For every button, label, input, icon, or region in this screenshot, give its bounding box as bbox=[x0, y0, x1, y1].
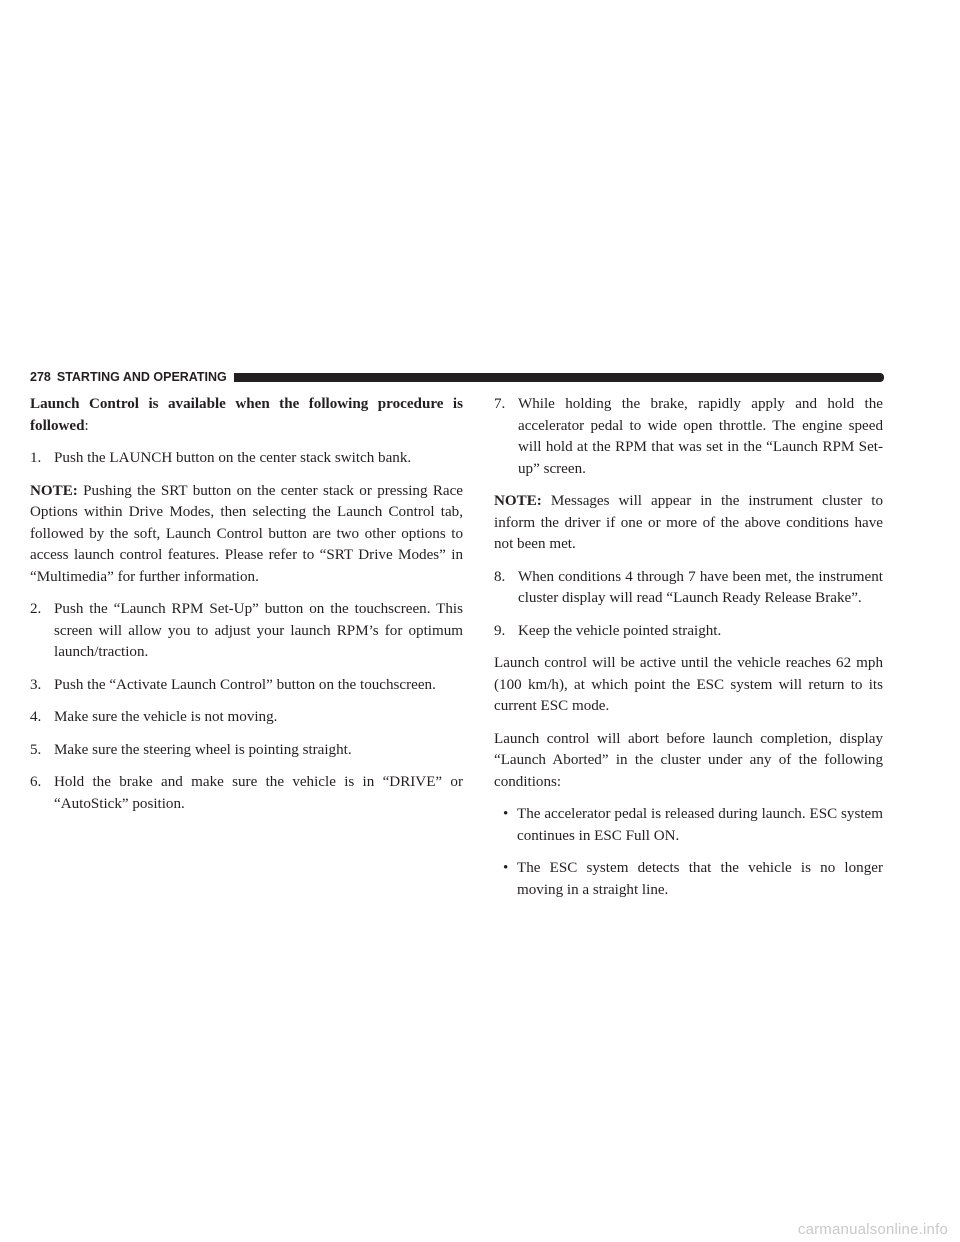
bullet-icon: • bbox=[503, 806, 509, 822]
step-number: 9. bbox=[494, 622, 506, 639]
body-paragraph-2: Launch control will abort before launch completion, display “Launch Aborted” in the cluster under any of the following conditions: bbox=[494, 730, 883, 790]
step-2 bbox=[30, 599, 463, 664]
bullet-text: The ESC system detects that the vehicle is no longer moving in a straight line. bbox=[517, 860, 883, 898]
note-label: NOTE: bbox=[30, 482, 78, 499]
left-column bbox=[30, 394, 463, 826]
step-1 bbox=[30, 448, 463, 470]
step-8 bbox=[494, 567, 883, 610]
step-number: 1. bbox=[30, 450, 42, 466]
bullet-item bbox=[494, 804, 883, 847]
step-text: Make sure the vehicle is not moving. bbox=[54, 709, 278, 725]
step-text: Keep the vehicle pointed straight. bbox=[518, 622, 722, 639]
bullet-icon: • bbox=[503, 860, 509, 876]
page-number: 278 bbox=[30, 370, 51, 384]
step-number: 6. bbox=[30, 774, 42, 790]
bullet-item bbox=[494, 858, 883, 901]
step-number: 3. bbox=[30, 676, 42, 693]
step-text: Push the “Activate Launch Control” button on the touchscreen. bbox=[54, 676, 436, 693]
step-text: While holding the brake, rapidly apply and hold the accelerator pedal to wide open throttle. The engine speed will hold at the RPM that was set in the “Launch RPM Set-up” screen. bbox=[518, 396, 883, 477]
step-5 bbox=[30, 740, 463, 762]
step-text: Make sure the steering wheel is pointing straight. bbox=[54, 741, 352, 758]
section-title: STARTING AND OPERATING bbox=[56, 370, 227, 384]
intro-bold-text: Launch Control is available when the following procedure is followed bbox=[30, 396, 463, 434]
note-2 bbox=[494, 491, 883, 556]
header-rule bbox=[234, 373, 884, 382]
bullet-text: The accelerator pedal is released during launch. ESC system continues in ESC Full ON. bbox=[517, 806, 883, 844]
step-number: 7. bbox=[494, 396, 506, 412]
note-1 bbox=[30, 481, 463, 589]
page-header bbox=[30, 368, 884, 386]
step-4 bbox=[30, 707, 463, 729]
step-text: Push the LAUNCH button on the center stack switch bank. bbox=[54, 450, 412, 466]
note-text: Pushing the SRT button on the center stack or pressing Race Options within Drive Modes, then selecting the Launch Control tab, followed by the soft, Launch Control button are two other options to access launch control features. Please refer to “SRT Drive Modes” in “Multimedia” for further information. bbox=[30, 482, 463, 585]
step-7 bbox=[494, 394, 883, 480]
intro-paragraph bbox=[30, 394, 463, 437]
step-6 bbox=[30, 772, 463, 815]
step-number: 4. bbox=[30, 709, 42, 725]
step-text: Push the “Launch RPM Set-Up” button on the touchscreen. This screen will allow you to adjust your launch RPM’s for optimum launch/traction. bbox=[54, 601, 463, 660]
step-9 bbox=[494, 621, 883, 643]
body-paragraph-1: Launch control will be active until the vehicle reaches 62 mph (100 km/h), at which point the ESC system will return to its current ESC mode. bbox=[494, 655, 883, 714]
step-text: Hold the brake and make sure the vehicle is in “DRIVE” or “AutoStick” position. bbox=[54, 774, 463, 812]
step-number: 5. bbox=[30, 741, 42, 758]
step-3 bbox=[30, 675, 463, 697]
watermark: carmanualsonline.info bbox=[797, 1221, 948, 1238]
note-label: NOTE: bbox=[494, 493, 542, 509]
intro-colon: : bbox=[84, 417, 89, 434]
step-text: When conditions 4 through 7 have been met, the instrument cluster display will read “Launch Ready Release Brake”. bbox=[518, 568, 883, 606]
note-text: Messages will appear in the instrument cluster to inform the driver if one or more of the above conditions have not been met. bbox=[494, 493, 883, 552]
step-number: 2. bbox=[30, 601, 42, 617]
right-column bbox=[494, 394, 883, 912]
step-number: 8. bbox=[494, 568, 506, 585]
